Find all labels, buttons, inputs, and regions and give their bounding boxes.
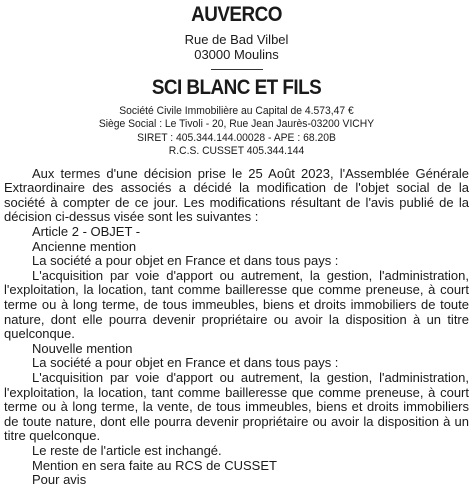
intro-paragraph: Aux termes d'une décision prise le 25 Août 2023, l'Assemblée Générale Extraordinaire des associés a décidé la modification de l'objet social de la société à compter de ce jour. Les modifications résultant de l'avis publié de la décision ci-dessus visée sont les suivantes : <box>4 165 469 225</box>
old-object-text: L'acquisition par voie d'apport ou autrement, la gestion, l'administration, l'exploitation, la location, tant comme bailleresse que comme preneuse, à court terme ou à long terme, de tous immeubles, biens et droits immobiliers de toute nature, dont elle pourra devenir propriétaire ou avoir la disposition à un titre quelconque. <box>4 267 469 342</box>
old-mention-label: Ancienne mention <box>32 238 137 254</box>
company-rcs: R.C.S. CUSSET 405.344.144 <box>168 145 305 158</box>
signature-line: Pour avis <box>32 472 87 488</box>
notice-title: AUVERCO <box>191 3 282 26</box>
new-object-text: L'acquisition par voie d'apport ou autrement, la gestion, l'administration, l'exploitation, la location, tant comme bailleresse que comme preneuse, à court terme ou à long terme, la vente, de tous immeubles, biens et droits immobiliers de toute nature, dont elle pourra devenir propriétaire ou avoir la disposition à un titre quelconque. <box>4 369 469 444</box>
company-name: SCI BLANC ET FILS <box>151 76 322 99</box>
company-type: Société Civile Immobilière au Capital de 4.573,47 € <box>119 105 354 117</box>
notice-body <box>4 167 469 488</box>
rcs-mention: Mention en sera faite au RCS de CUSSET <box>32 457 277 473</box>
legal-notice <box>0 3 473 488</box>
address-city: 03000 Moulins <box>194 47 279 62</box>
new-object-intro: La société a pour objet en France et dans tous pays : <box>32 355 339 371</box>
article-heading: Article 2 - OBJET - <box>32 224 141 239</box>
old-object-intro: La société a pour objet en France et dans tous pays : <box>32 253 339 269</box>
company-seat: Siège Social : Le Tivoli - 20, Rue Jean Jaurès-03200 VICHY <box>98 118 375 131</box>
new-mention-label: Nouvelle mention <box>32 340 133 356</box>
unchanged-note: Le reste de l'article est inchangé. <box>32 442 222 458</box>
company-siret: SIRET : 405.344.144.00028 - APE : 68.20B <box>137 131 336 144</box>
address-street: Rue de Bad Vilbel <box>184 32 289 47</box>
separator-rule <box>211 69 263 70</box>
